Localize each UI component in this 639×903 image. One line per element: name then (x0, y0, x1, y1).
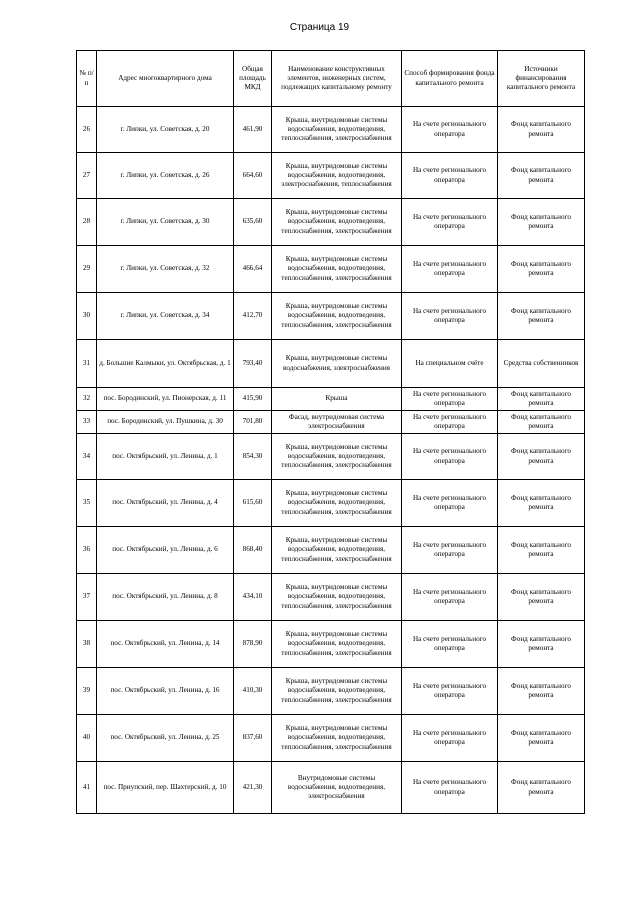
cell-elements: Крыша, внутридомовые системы водоснабжения, водоотведения, теплоснабжения, электроснабжения (272, 668, 402, 715)
header-num: № п/п (77, 51, 97, 107)
cell-address: г. Липки, ул. Советская, д. 26 (97, 153, 234, 199)
cell-address: пос. Октябрьский, ул. Ленина, д. 6 (97, 527, 234, 574)
cell-num: 30 (77, 293, 97, 340)
table-row (77, 715, 585, 762)
table-row (77, 527, 585, 574)
table-row (77, 153, 585, 199)
cell-source: Фонд капитального ремонта (498, 199, 585, 246)
cell-elements: Крыша, внутридомовые системы водоснабжения, водоотведения, теплоснабжения, электроснабжения (272, 574, 402, 621)
cell-num: 39 (77, 668, 97, 715)
cell-address: пос. Октябрьский, ул. Ленина, д. 8 (97, 574, 234, 621)
cell-elements: Крыша, внутридомовые системы водоснабжения, водоотведения, теплоснабжения, электроснабжения (272, 107, 402, 153)
cell-elements: Крыша, внутридомовые системы водоснабжения, водоотведения, теплоснабжения, электроснабжения (272, 715, 402, 762)
cell-method: На счете регионального оператора (402, 411, 498, 434)
cell-num: 27 (77, 153, 97, 199)
table-row (77, 107, 585, 153)
cell-method: На счете регионального оператора (402, 434, 498, 480)
cell-num: 32 (77, 388, 97, 411)
cell-elements: Крыша, внутридомовые системы водоснабжения, водоотведения, теплоснабжения, электроснабжения (272, 434, 402, 480)
cell-address: пос. Октябрьский, ул. Ленина, д. 4 (97, 480, 234, 527)
cell-source: Средства собственников (498, 340, 585, 388)
cell-elements: Крыша, внутридомовые системы водоснабжения, водоотведения, теплоснабжения, электроснабжения (272, 527, 402, 574)
table-row (77, 246, 585, 293)
cell-area: 868,40 (234, 527, 272, 574)
table-row (77, 621, 585, 668)
cell-num: 36 (77, 527, 97, 574)
cell-method: На счете регионального оператора (402, 199, 498, 246)
cell-address: пос. Октябрьский, ул. Ленина, д. 14 (97, 621, 234, 668)
cell-address: пос. Бородинский, ул. Пионерская, д. 11 (97, 388, 234, 411)
cell-source: Фонд капитального ремонта (498, 480, 585, 527)
table-row (77, 434, 585, 480)
cell-area: 664,60 (234, 153, 272, 199)
cell-address: пос. Приупский, пер. Шахтерский, д. 10 (97, 762, 234, 814)
cell-elements: Крыша, внутридомовые системы водоснабжения, водоотведения, теплоснабжения, электроснабжения (272, 293, 402, 340)
table-row (77, 340, 585, 388)
cell-address: пос. Октябрьский, ул. Ленина, д. 25 (97, 715, 234, 762)
cell-area: 421,30 (234, 762, 272, 814)
cell-elements: Крыша, внутридомовые системы водоснабжения, водоотведения, теплоснабжения, электроснабжения (272, 199, 402, 246)
cell-method: На счете регионального оператора (402, 621, 498, 668)
cell-area: 461,90 (234, 107, 272, 153)
cell-source: Фонд капитального ремонта (498, 762, 585, 814)
cell-address: г. Липки, ул. Советская, д. 32 (97, 246, 234, 293)
cell-num: 28 (77, 199, 97, 246)
table-row (77, 762, 585, 814)
cell-elements: Крыша, внутридомовые системы водоснабжения, водоотведения, электроснабжения, теплоснабжения (272, 153, 402, 199)
table-row (77, 411, 585, 434)
header-method: Способ формирования фонда капитального ремонта (402, 51, 498, 107)
cell-source: Фонд капитального ремонта (498, 527, 585, 574)
cell-address: пос. Октябрьский, ул. Ленина, д. 16 (97, 668, 234, 715)
header-elements: Наименование конструктивных элементов, инженерных систем, подлежащих капитальному ремонту (272, 51, 402, 107)
cell-elements: Внутридомовые системы водоснабжения, водоотведения, электроснабжения (272, 762, 402, 814)
cell-area: 635,60 (234, 199, 272, 246)
cell-source: Фонд капитального ремонта (498, 293, 585, 340)
cell-method: На специальном счёте (402, 340, 498, 388)
cell-area: 410,30 (234, 668, 272, 715)
cell-area: 878,90 (234, 621, 272, 668)
header-address: Адрес многоквартирного дома (97, 51, 234, 107)
cell-source: Фонд капитального ремонта (498, 668, 585, 715)
capital-repair-table (76, 50, 585, 814)
cell-elements: Крыша (272, 388, 402, 411)
cell-area: 701,80 (234, 411, 272, 434)
cell-area: 854,30 (234, 434, 272, 480)
cell-address: г. Липки, ул. Советская, д. 34 (97, 293, 234, 340)
cell-area: 415,90 (234, 388, 272, 411)
cell-source: Фонд капитального ремонта (498, 388, 585, 411)
cell-source: Фонд капитального ремонта (498, 246, 585, 293)
cell-num: 34 (77, 434, 97, 480)
table-row (77, 293, 585, 340)
cell-num: 33 (77, 411, 97, 434)
cell-method: На счете регионального оператора (402, 388, 498, 411)
cell-address: г. Липки, ул. Советская, д. 20 (97, 107, 234, 153)
header-area: Общая площадь МКД (234, 51, 272, 107)
table-header-row (77, 51, 585, 107)
cell-elements: Крыша, внутридомовые системы водоснабжения, водоотведения, теплоснабжения, электроснабжения (272, 246, 402, 293)
cell-source: Фонд капитального ремонта (498, 574, 585, 621)
cell-area: 837,60 (234, 715, 272, 762)
cell-method: На счете регионального оператора (402, 153, 498, 199)
cell-area: 434,10 (234, 574, 272, 621)
cell-source: Фонд капитального ремонта (498, 411, 585, 434)
cell-area: 615,60 (234, 480, 272, 527)
header-source: Источники финансирования капитального ремонта (498, 51, 585, 107)
cell-num: 38 (77, 621, 97, 668)
cell-method: На счете регионального оператора (402, 527, 498, 574)
cell-area: 466,64 (234, 246, 272, 293)
cell-method: На счете регионального оператора (402, 480, 498, 527)
table-body (77, 107, 585, 814)
cell-address: г. Липки, ул. Советская, д. 30 (97, 199, 234, 246)
cell-method: На счете регионального оператора (402, 574, 498, 621)
cell-num: 26 (77, 107, 97, 153)
cell-method: На счете регионального оператора (402, 246, 498, 293)
cell-num: 31 (77, 340, 97, 388)
cell-method: На счете регионального оператора (402, 668, 498, 715)
cell-elements: Фасад, внутридомовая система электроснабжения (272, 411, 402, 434)
cell-elements: Крыша, внутридомовые системы водоснабжения, водоотведения, теплоснабжения, электроснабжения (272, 621, 402, 668)
cell-method: На счете регионального оператора (402, 715, 498, 762)
cell-method: На счете регионального оператора (402, 293, 498, 340)
table-row (77, 480, 585, 527)
table-row (77, 574, 585, 621)
cell-address: д. Большие Калмыки, ул. Октябрьская, д. 1 (97, 340, 234, 388)
cell-num: 29 (77, 246, 97, 293)
cell-source: Фонд капитального ремонта (498, 107, 585, 153)
cell-area: 793,40 (234, 340, 272, 388)
table-row (77, 668, 585, 715)
cell-address: пос. Бородинский, ул. Пушкина, д. 30 (97, 411, 234, 434)
cell-elements: Крыша, внутридомовые системы водоснабжения, электроснабжения (272, 340, 402, 388)
cell-source: Фонд капитального ремонта (498, 715, 585, 762)
cell-area: 412,70 (234, 293, 272, 340)
cell-method: На счете регионального оператора (402, 762, 498, 814)
cell-num: 40 (77, 715, 97, 762)
cell-source: Фонд капитального ремонта (498, 621, 585, 668)
cell-source: Фонд капитального ремонта (498, 153, 585, 199)
table-row (77, 199, 585, 246)
cell-source: Фонд капитального ремонта (498, 434, 585, 480)
cell-elements: Крыша, внутридомовые системы водоснабжения, водоотведения, теплоснабжения, электроснабжения (272, 480, 402, 527)
cell-address: пос. Октябрьский, ул. Ленина, д. 1 (97, 434, 234, 480)
cell-num: 35 (77, 480, 97, 527)
page-header: Страница 19 (289, 22, 350, 33)
cell-num: 37 (77, 574, 97, 621)
table-row (77, 388, 585, 411)
cell-method: На счете регионального оператора (402, 107, 498, 153)
cell-num: 41 (77, 762, 97, 814)
